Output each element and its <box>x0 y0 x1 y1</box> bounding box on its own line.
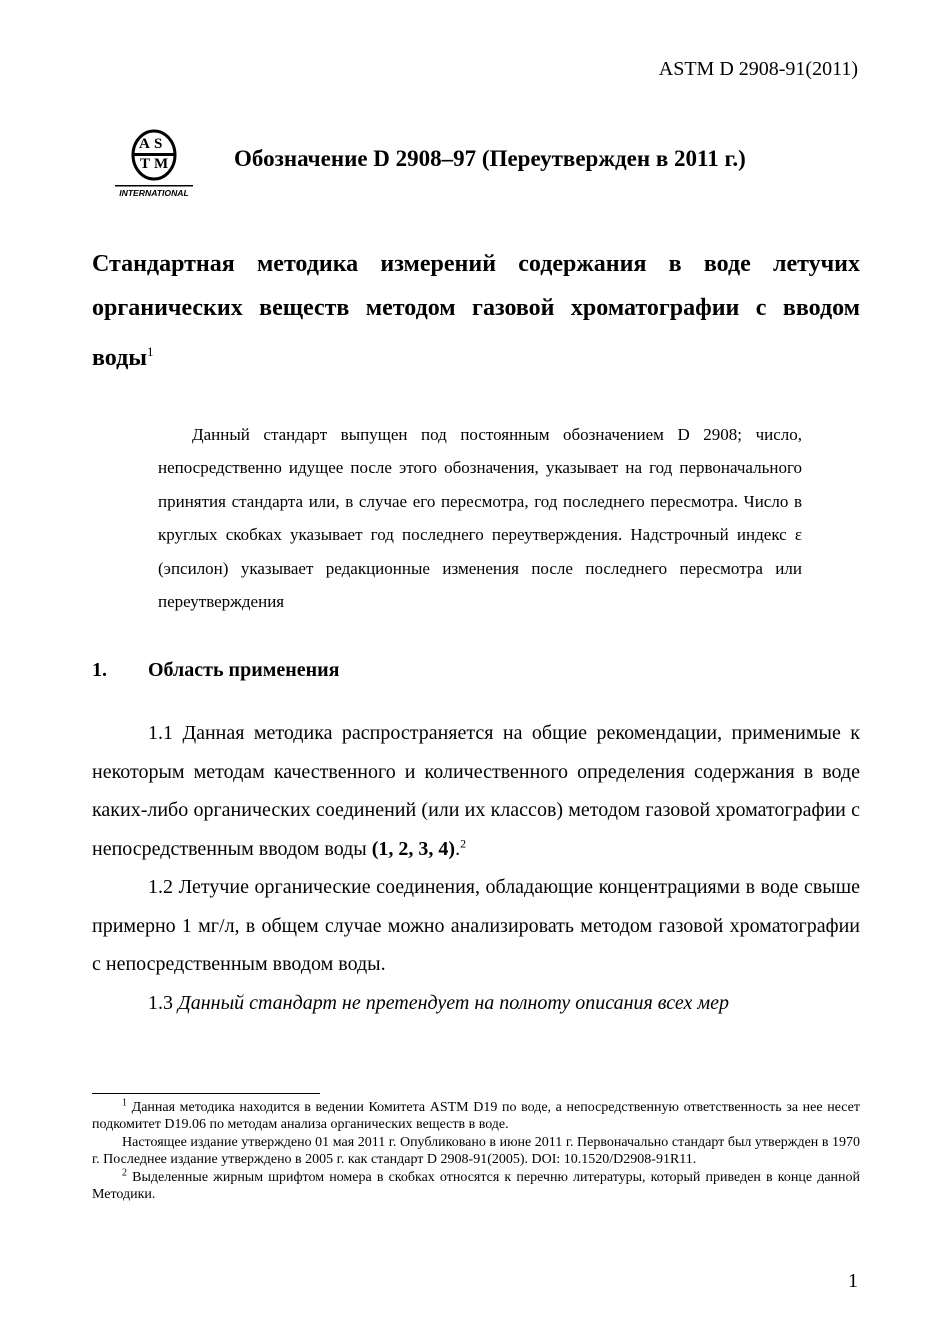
paragraph-text: Данный стандарт не претендует на полноту описания всех мер <box>178 991 729 1014</box>
paragraph-text: Данная методика распространяется на общие рекомендации, применимые к некоторым методам качественного и количественного определения содержания в воде каких-либо органических соединений (или их классов) методом газовой хроматографии с непосредственным вводом воды <box>92 722 860 860</box>
paragraph-text: Летучие органические соединения, обладающие концентрациями в воде свыше примерно 1 мг/л, в общем случае можно анализировать методом газовой хроматографии с непосредственным вводом воды. <box>92 876 861 975</box>
footnote-mark: 2 <box>460 835 467 850</box>
section-number: 1. <box>92 659 107 681</box>
svg-text:INTERNATIONAL: INTERNATIONAL <box>119 188 189 198</box>
footnote-text: Данная методика находится в ведении Комитета ASTM D19 по воде, а непосредственную ответственность за нее несет подкомитет D19.06 по методам анализа органических веществ в воде. <box>92 1100 860 1133</box>
footnote-separator <box>92 1093 320 1094</box>
footnote-mark: 2 <box>122 1166 127 1178</box>
footnotes <box>92 1099 860 1203</box>
sentence-end: . <box>455 837 461 860</box>
svg-text:M: M <box>154 156 169 172</box>
svg-text:S: S <box>154 136 163 152</box>
section-body <box>92 714 860 1022</box>
section-heading <box>92 659 340 682</box>
footnote-1-continued <box>92 1134 860 1169</box>
paragraph-1-1 <box>92 714 860 868</box>
svg-text:T: T <box>140 156 151 172</box>
document-code: ASTM D 2908-91(2011) <box>658 58 858 80</box>
document-title <box>92 242 860 380</box>
footnote-text: Выделенные жирным шрифтом номера в скобках относятся к перечню литературы, который приведен в конце данной Методики. <box>92 1169 861 1203</box>
paragraph-1-3 <box>92 984 860 1023</box>
paragraph-number: 1.1 <box>148 722 173 744</box>
paragraph-number: 1.3 <box>148 991 173 1014</box>
reference-list: (1, 2, 3, 4) <box>371 837 456 860</box>
footnote-2 <box>92 1166 861 1204</box>
standard-notice: Данный стандарт выпущен под постоянным обозначением D 2908; число, непосредственно идущее после этого обозначения, указывает на год первоначального принятия стандарта или, в случае его пересмотра, год последнего пересмотра. Число в круглых скобках указывает год последнего переутверждения. Надстрочный индекс ε (эпсилон) указывает редакционные изменения после последнего пересмотра или переутверждения <box>158 425 802 612</box>
footnote-1 <box>92 1099 860 1134</box>
paragraph-1-2 <box>92 868 860 984</box>
footnote-mark: 1 <box>122 1097 127 1109</box>
title-footnote-mark: 1 <box>146 344 154 359</box>
paragraph-number: 1.2 <box>148 876 173 898</box>
page-number: 1 <box>848 1270 858 1292</box>
footnote-text: Настоящее издание утверждено 01 мая 2011 г. Опубликовано в июне 2011 г. Первоначально стандарт был утвержден в 1970 г. Последнее издание утверждено в 2005 г. как стандарт D 2908-91(2005). DOI: 10.1520/D2908-91R11. <box>92 1134 860 1168</box>
standard-designation: Обозначение D 2908–97 (Переутвержден в 2011 г.) <box>234 146 746 171</box>
section-title: Область применения <box>148 659 340 681</box>
astm-logo-icon <box>112 128 196 200</box>
title-text: Стандартная методика измерений содержания в воде летучих органических веществ методом газовой хроматографии с вводом воды <box>92 251 860 371</box>
svg-text:A: A <box>139 136 150 152</box>
